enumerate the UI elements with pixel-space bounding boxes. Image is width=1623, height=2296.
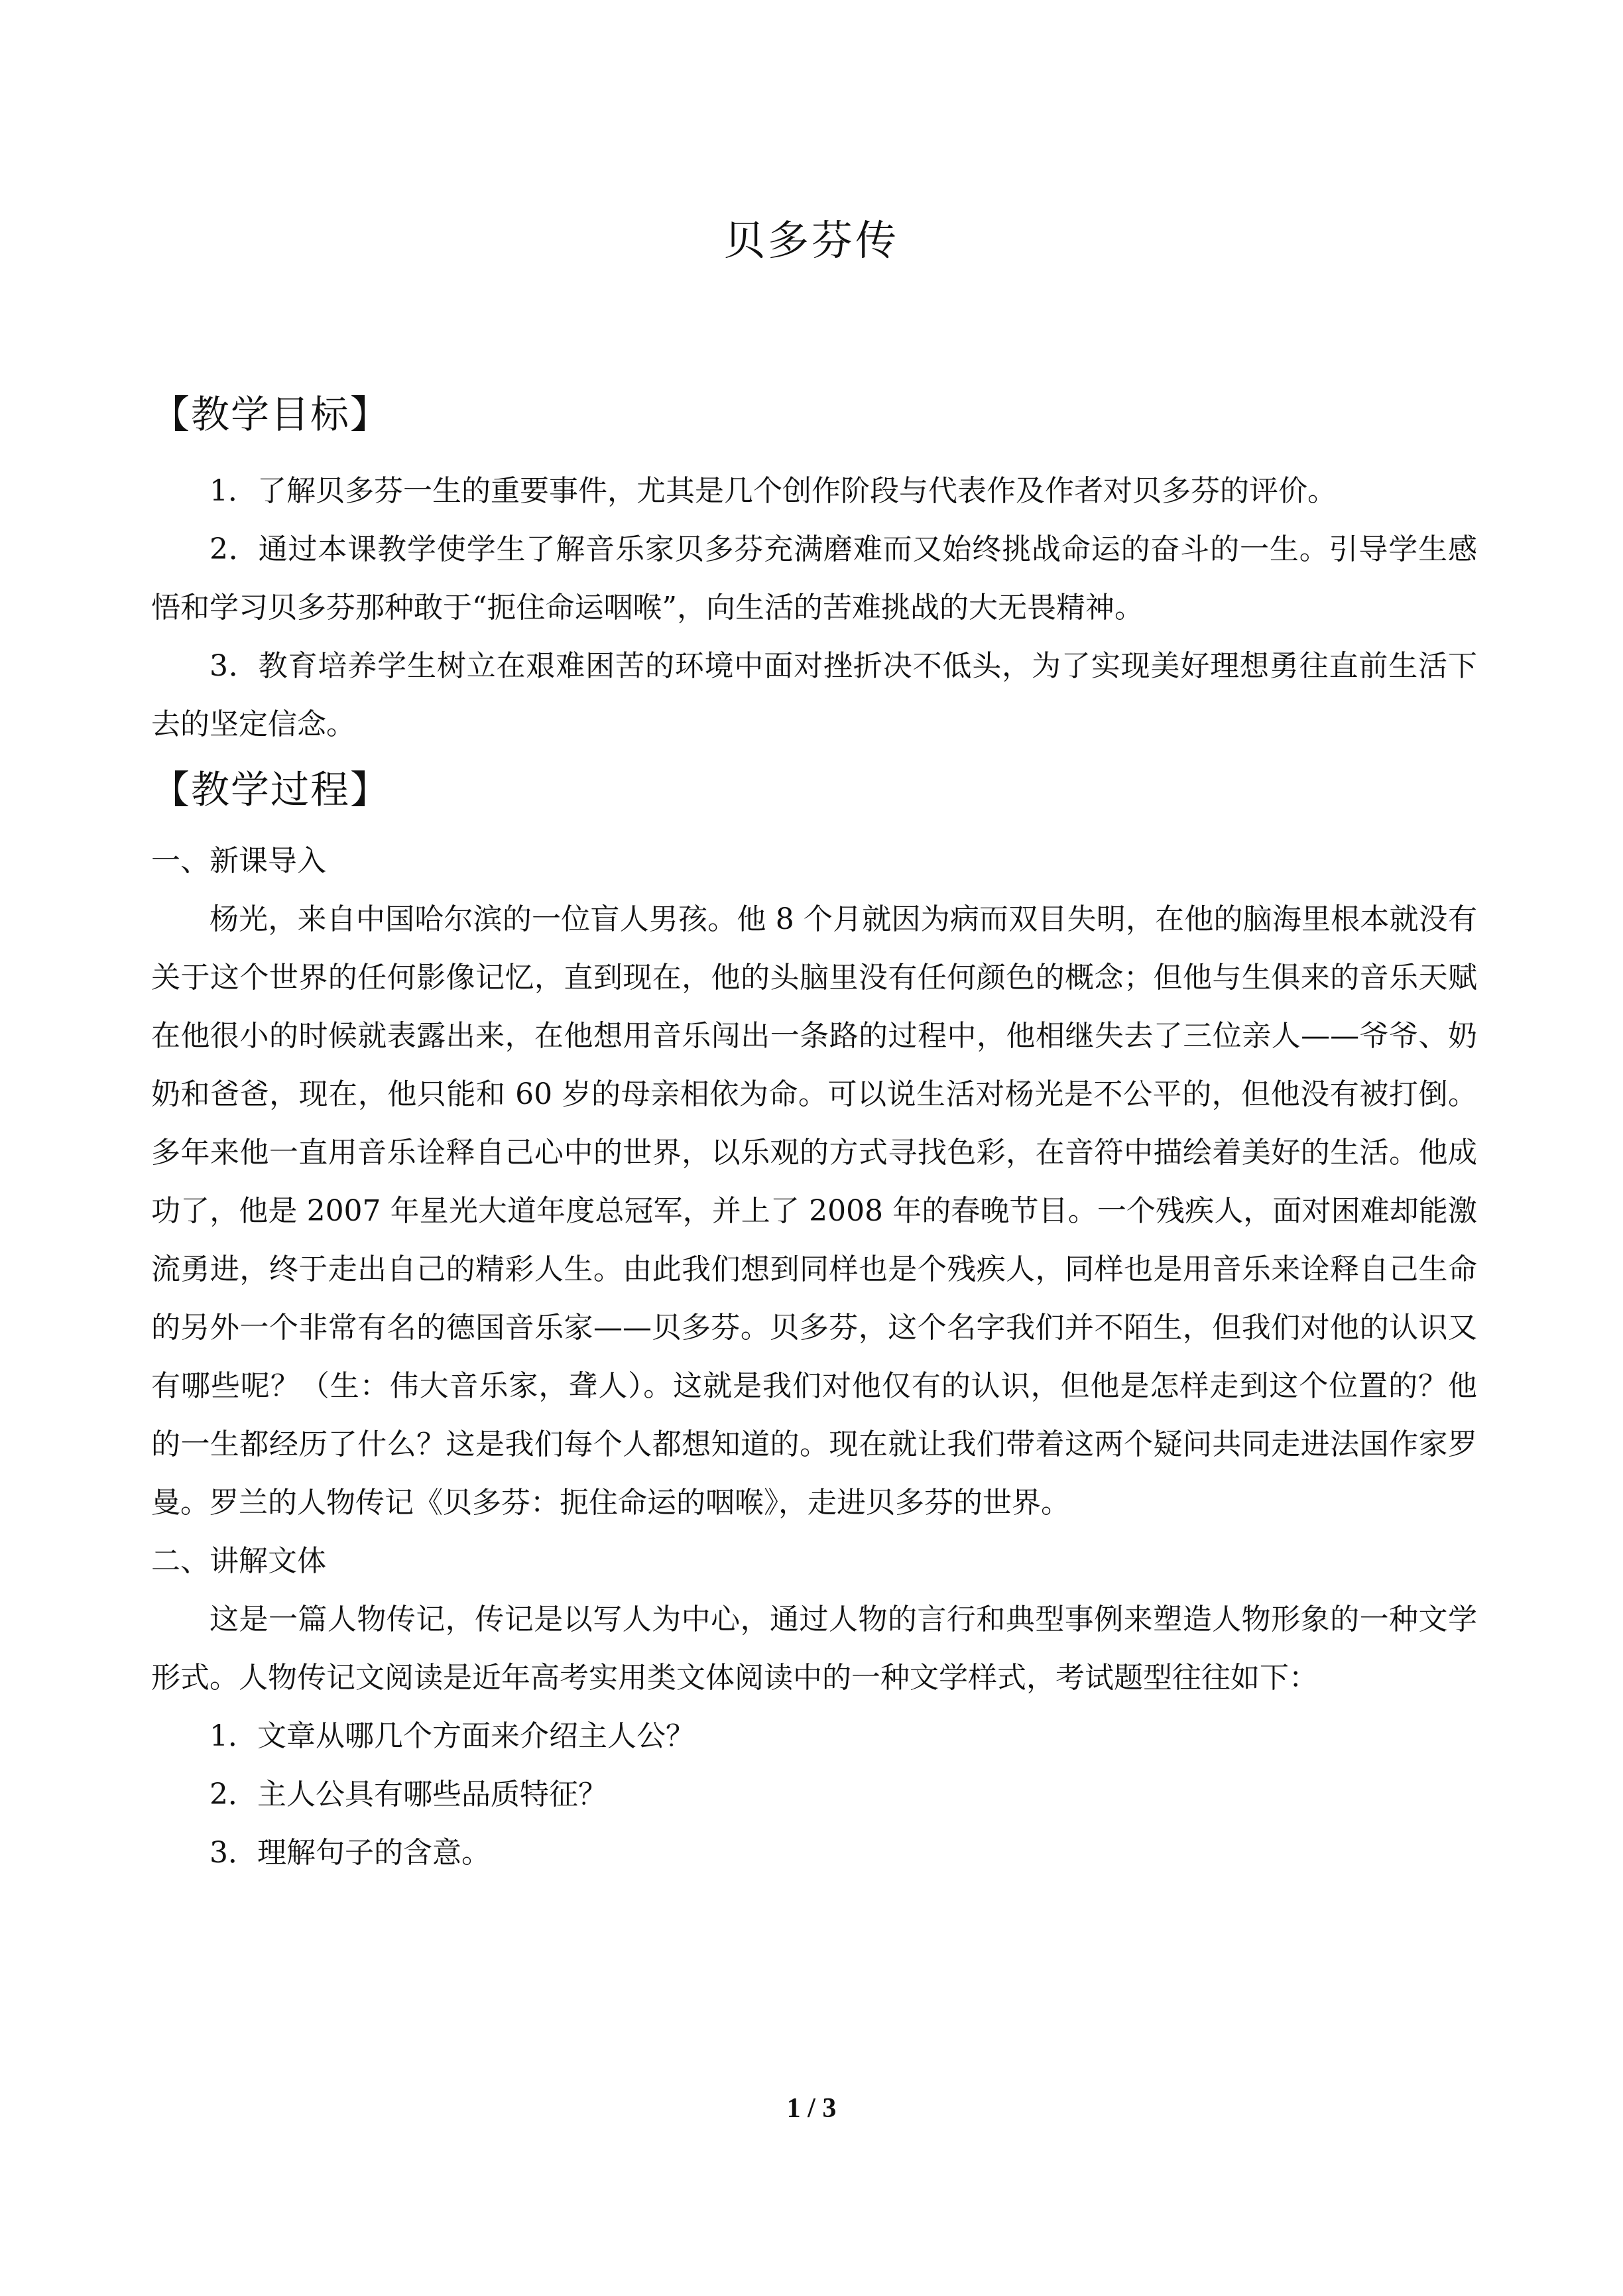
- process-heading: 【教学过程】: [151, 767, 391, 812]
- question-item-1: 1．文章从哪几个方面来介绍主人公？: [210, 1719, 695, 1753]
- part2-paragraph: 这是一篇人物传记，传记是以写人为中心，通过人物的言行和典型事例来塑造人物形象的一种文学形式。人物传记文阅读是近年高考实用类文体阅读中的一种文学样式，考试题型往往如下：: [151, 1602, 1477, 1695]
- part1-title: 一、新课导入: [151, 844, 326, 878]
- part1-paragraph: 杨光，来自中国哈尔滨的一位盲人男孩。他 8 个月就因为病而双目失明，在他的脑海里根本就没有关于这个世界的任何影像记忆，直到现在，他的头脑里没有任何颜色的概念；但他与生俱来的音乐天赋在他很小的时候就表露出来，在他想用音乐闯出一条路的过程中，他相继失去了三位亲人——爷爷、奶奶和爸爸，现在，他只能和 60 岁的母亲相依为命。可以说生活对杨光是不公平的，但他没有被打倒。多年来他一直用音乐诠释自己心中的世界，以乐观的方式寻找色彩，在音符中描绘着美好的生活。他成功了，他是 2007 年星光大道年度总冠军，并上了 2008 年的春晚节目。一个残疾人，面对困难却能激流勇进，终于走出自己的精彩人生。由此我们想到同样也是个残疾人，同样也是用音乐来诠释自己生命的另外一个非常有名的德国音乐家——贝多芬。贝多芬，这个名字我们并不陌生，但我们对他的认识又有哪些呢？（生：伟大音乐家，聋人）。这就是我们对他仅有的认识，但他是怎样走到这个位置的？他的一生都经历了什么？这是我们每个人都想知道的。现在就让我们带着这两个疑问共同走进法国作家罗曼。罗兰的人物传记《贝多芬：扼住命运的咽喉》，走进贝多芬的世界。: [151, 902, 1477, 1520]
- question-item-3: 3．理解句子的含意。: [210, 1836, 491, 1870]
- objective-item-3: 3．教育培养学生树立在艰难困苦的环境中面对挫折决不低头，为了实现美好理想勇往直前生活下去的坚定信念。: [151, 649, 1477, 741]
- objectives-heading: 【教学目标】: [151, 392, 391, 437]
- document-body: [151, 381, 1477, 1882]
- question-item-2: 2．主人公具有哪些品质特征？: [210, 1778, 607, 1811]
- objective-item-1: 1．了解贝多芬一生的重要事件，尤其是几个创作阶段与代表作及作者对贝多芬的评价。: [210, 474, 1337, 508]
- part2-title: 二、讲解文体: [151, 1544, 326, 1578]
- objective-item-2: 2．通过本课教学使学生了解音乐家贝多芬充满磨难而又始终挑战命运的奋斗的一生。引导学生感悟和学习贝多芬那种敢于“扼住命运咽喉”，向生活的苦难挑战的大无畏精神。: [151, 532, 1477, 625]
- document-title: 贝多芬传: [723, 216, 899, 265]
- page-number: 1 / 3: [786, 2093, 837, 2124]
